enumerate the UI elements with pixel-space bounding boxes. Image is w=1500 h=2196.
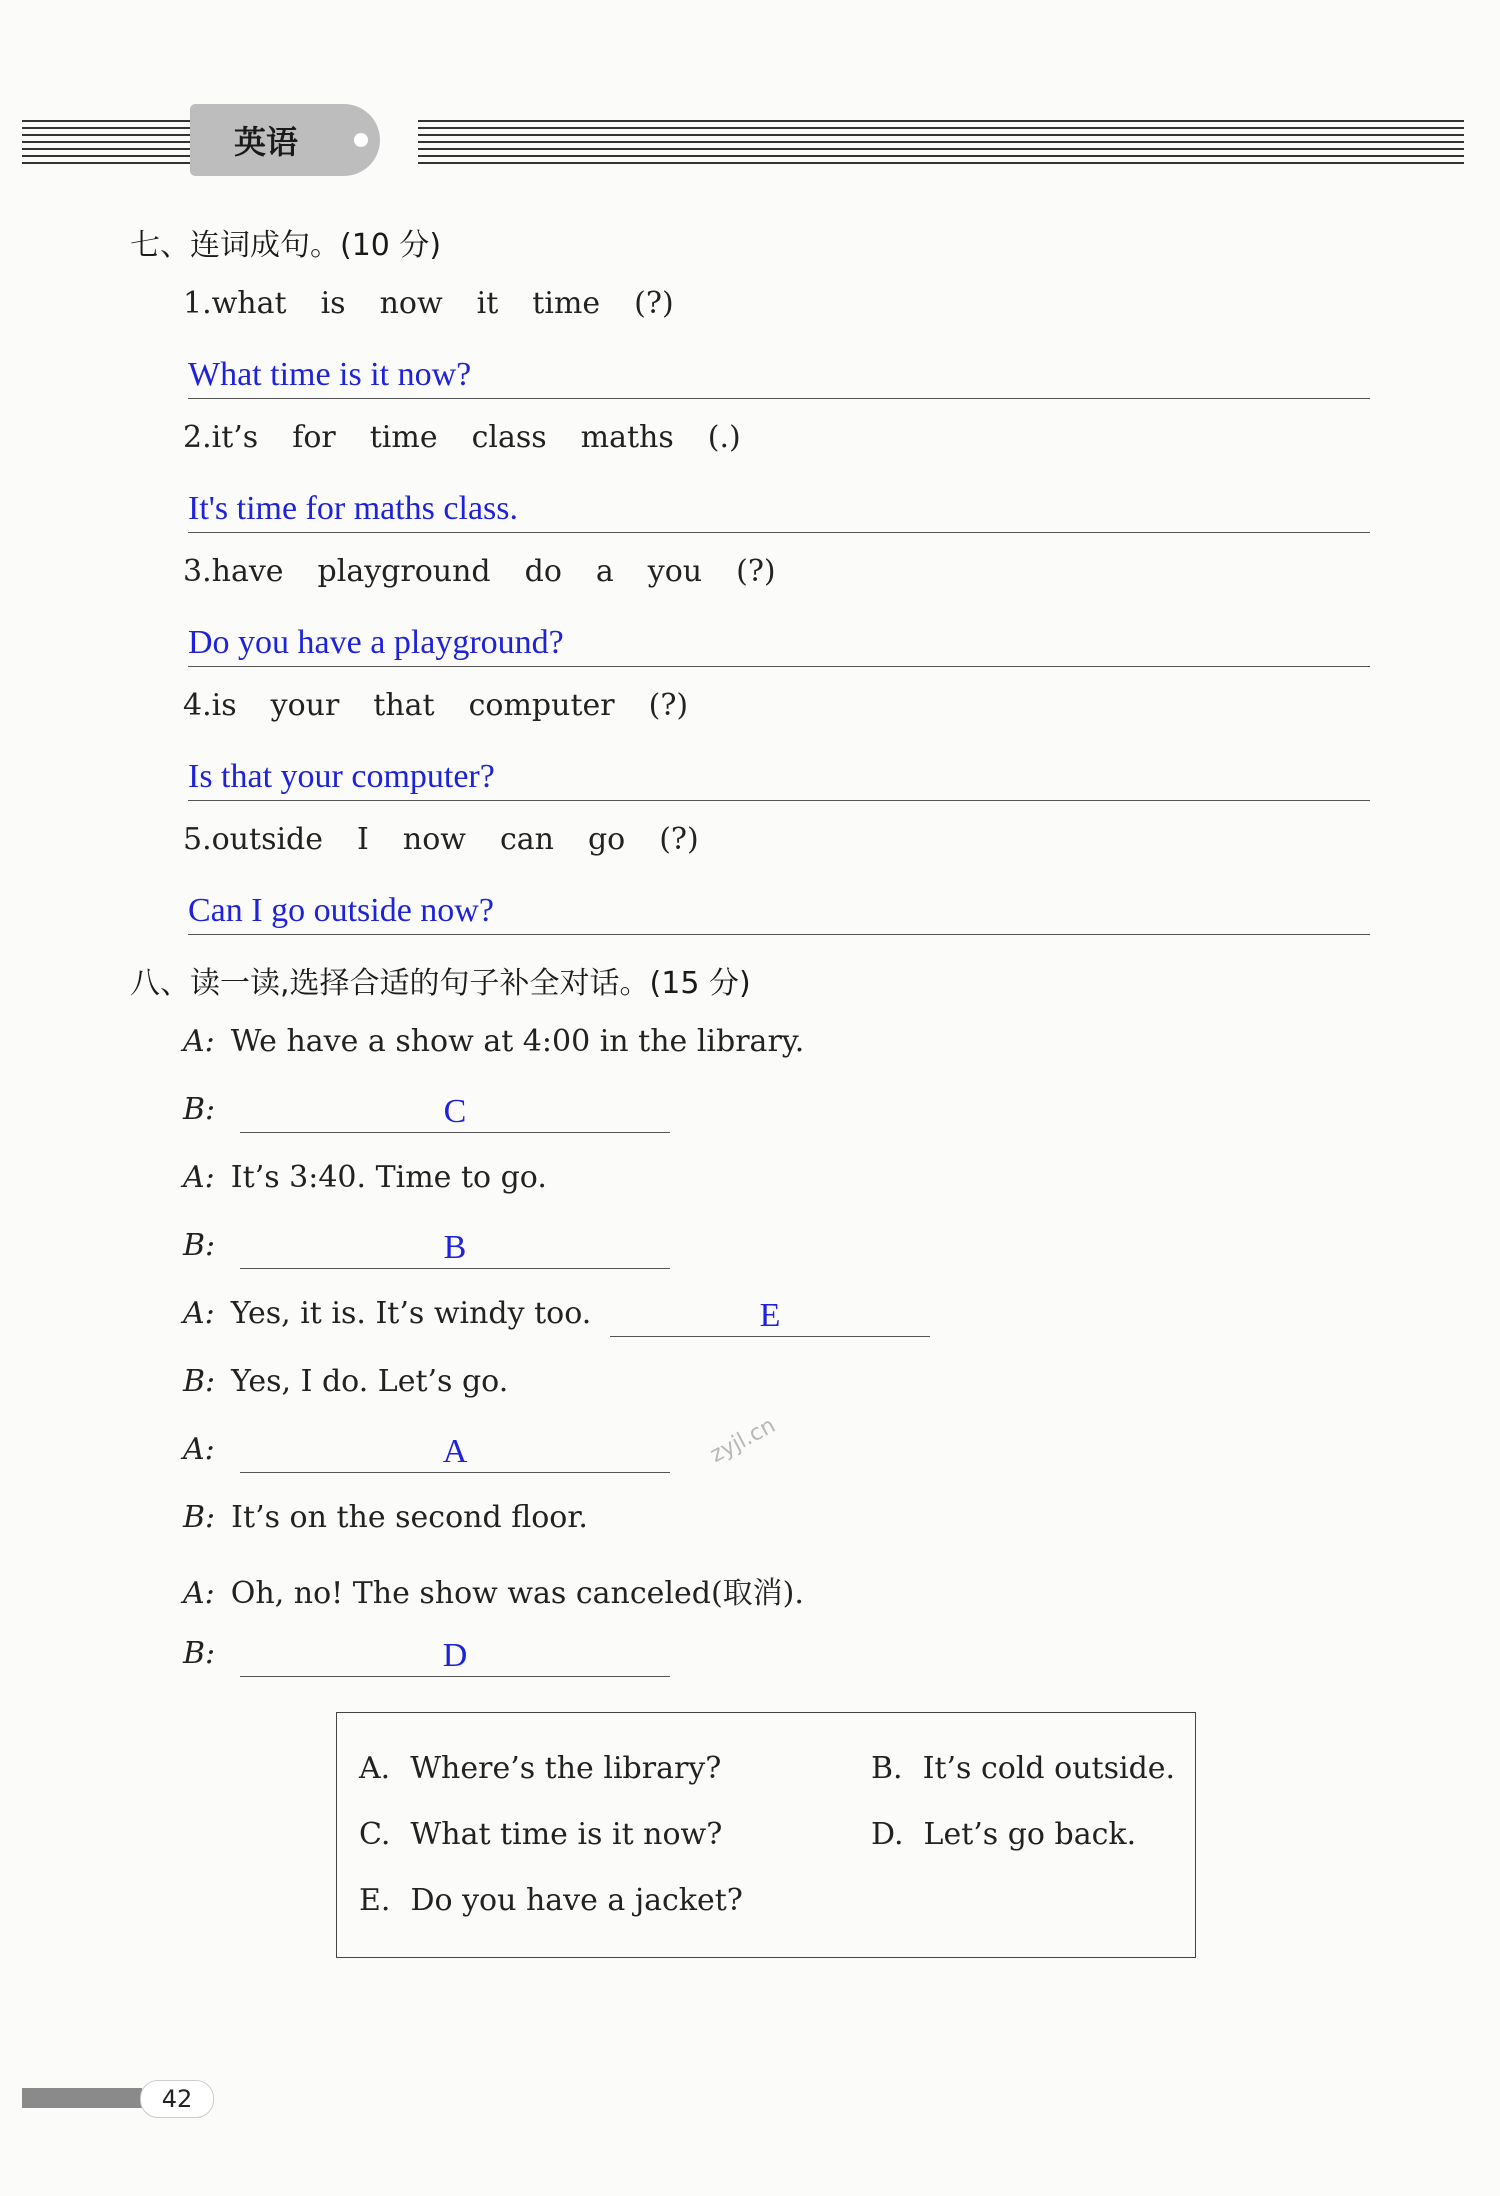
dialogue-blank-2[interactable]: B	[240, 1226, 670, 1269]
answer-line-4[interactable]: Is that your computer?	[188, 754, 1370, 801]
dialogue-blank-1[interactable]: C	[240, 1090, 670, 1133]
question-3: 3.have playground do a you (?)	[183, 554, 776, 589]
answer-line-5[interactable]: Can I go outside now?	[188, 888, 1370, 935]
dialogue-line-10: B:	[183, 1636, 216, 1671]
header-rule-left	[22, 120, 192, 164]
header-rule-right	[418, 120, 1464, 164]
question-1: 1.what is now it time (?)	[183, 286, 674, 321]
section-7-title: 七、连词成句。(10 分)	[130, 228, 442, 263]
dialogue-line-1: A: We have a show at 4:00 in the library.	[183, 1024, 805, 1059]
option-a: A. Where’s the library?	[359, 1751, 722, 1786]
dialogue-line-8: B: It’s on the second floor.	[183, 1500, 588, 1535]
dialogue-line-3: A: It’s 3:40. Time to go.	[183, 1160, 547, 1195]
dialogue-blank-5[interactable]: D	[240, 1634, 670, 1677]
option-c: C. What time is it now?	[359, 1817, 723, 1852]
dialogue-blank-4[interactable]: A	[240, 1430, 670, 1473]
subject-tab	[190, 104, 380, 176]
option-e: E. Do you have a jacket?	[359, 1883, 743, 1918]
dialogue-line-4: B:	[183, 1228, 216, 1263]
options-box	[336, 1712, 1196, 1958]
question-4: 4.is your that computer (?)	[183, 688, 689, 723]
tab-dot-icon	[354, 133, 368, 147]
dialogue-line-6: B: Yes, I do. Let’s go.	[183, 1364, 509, 1399]
subject-label: 英语	[234, 123, 299, 161]
answer-line-2[interactable]: It's time for maths class.	[188, 486, 1370, 533]
dialogue-blank-3[interactable]: E	[610, 1294, 930, 1337]
answer-line-3[interactable]: Do you have a playground?	[188, 620, 1370, 667]
question-2: 2.it’s for time class maths (.)	[183, 420, 741, 455]
page-number: 42	[140, 2080, 214, 2118]
dialogue-line-7: A:	[183, 1432, 215, 1467]
dialogue-line-5: A: Yes, it is. It’s windy too.	[183, 1296, 592, 1331]
watermark: zyjl.cn	[706, 1413, 780, 1468]
dialogue-line-9: A: Oh, no! The show was canceled(取消).	[183, 1576, 804, 1611]
question-5: 5.outside I now can go (?)	[183, 822, 699, 857]
dialogue-line-2: B:	[183, 1092, 216, 1127]
option-d: D. Let’s go back.	[871, 1817, 1137, 1852]
option-b: B. It’s cold outside.	[871, 1751, 1176, 1786]
answer-line-1[interactable]: What time is it now?	[188, 352, 1370, 399]
footer-bar	[22, 2088, 142, 2108]
section-8-title: 八、读一读,选择合适的句子补全对话。(15 分)	[130, 966, 751, 1001]
